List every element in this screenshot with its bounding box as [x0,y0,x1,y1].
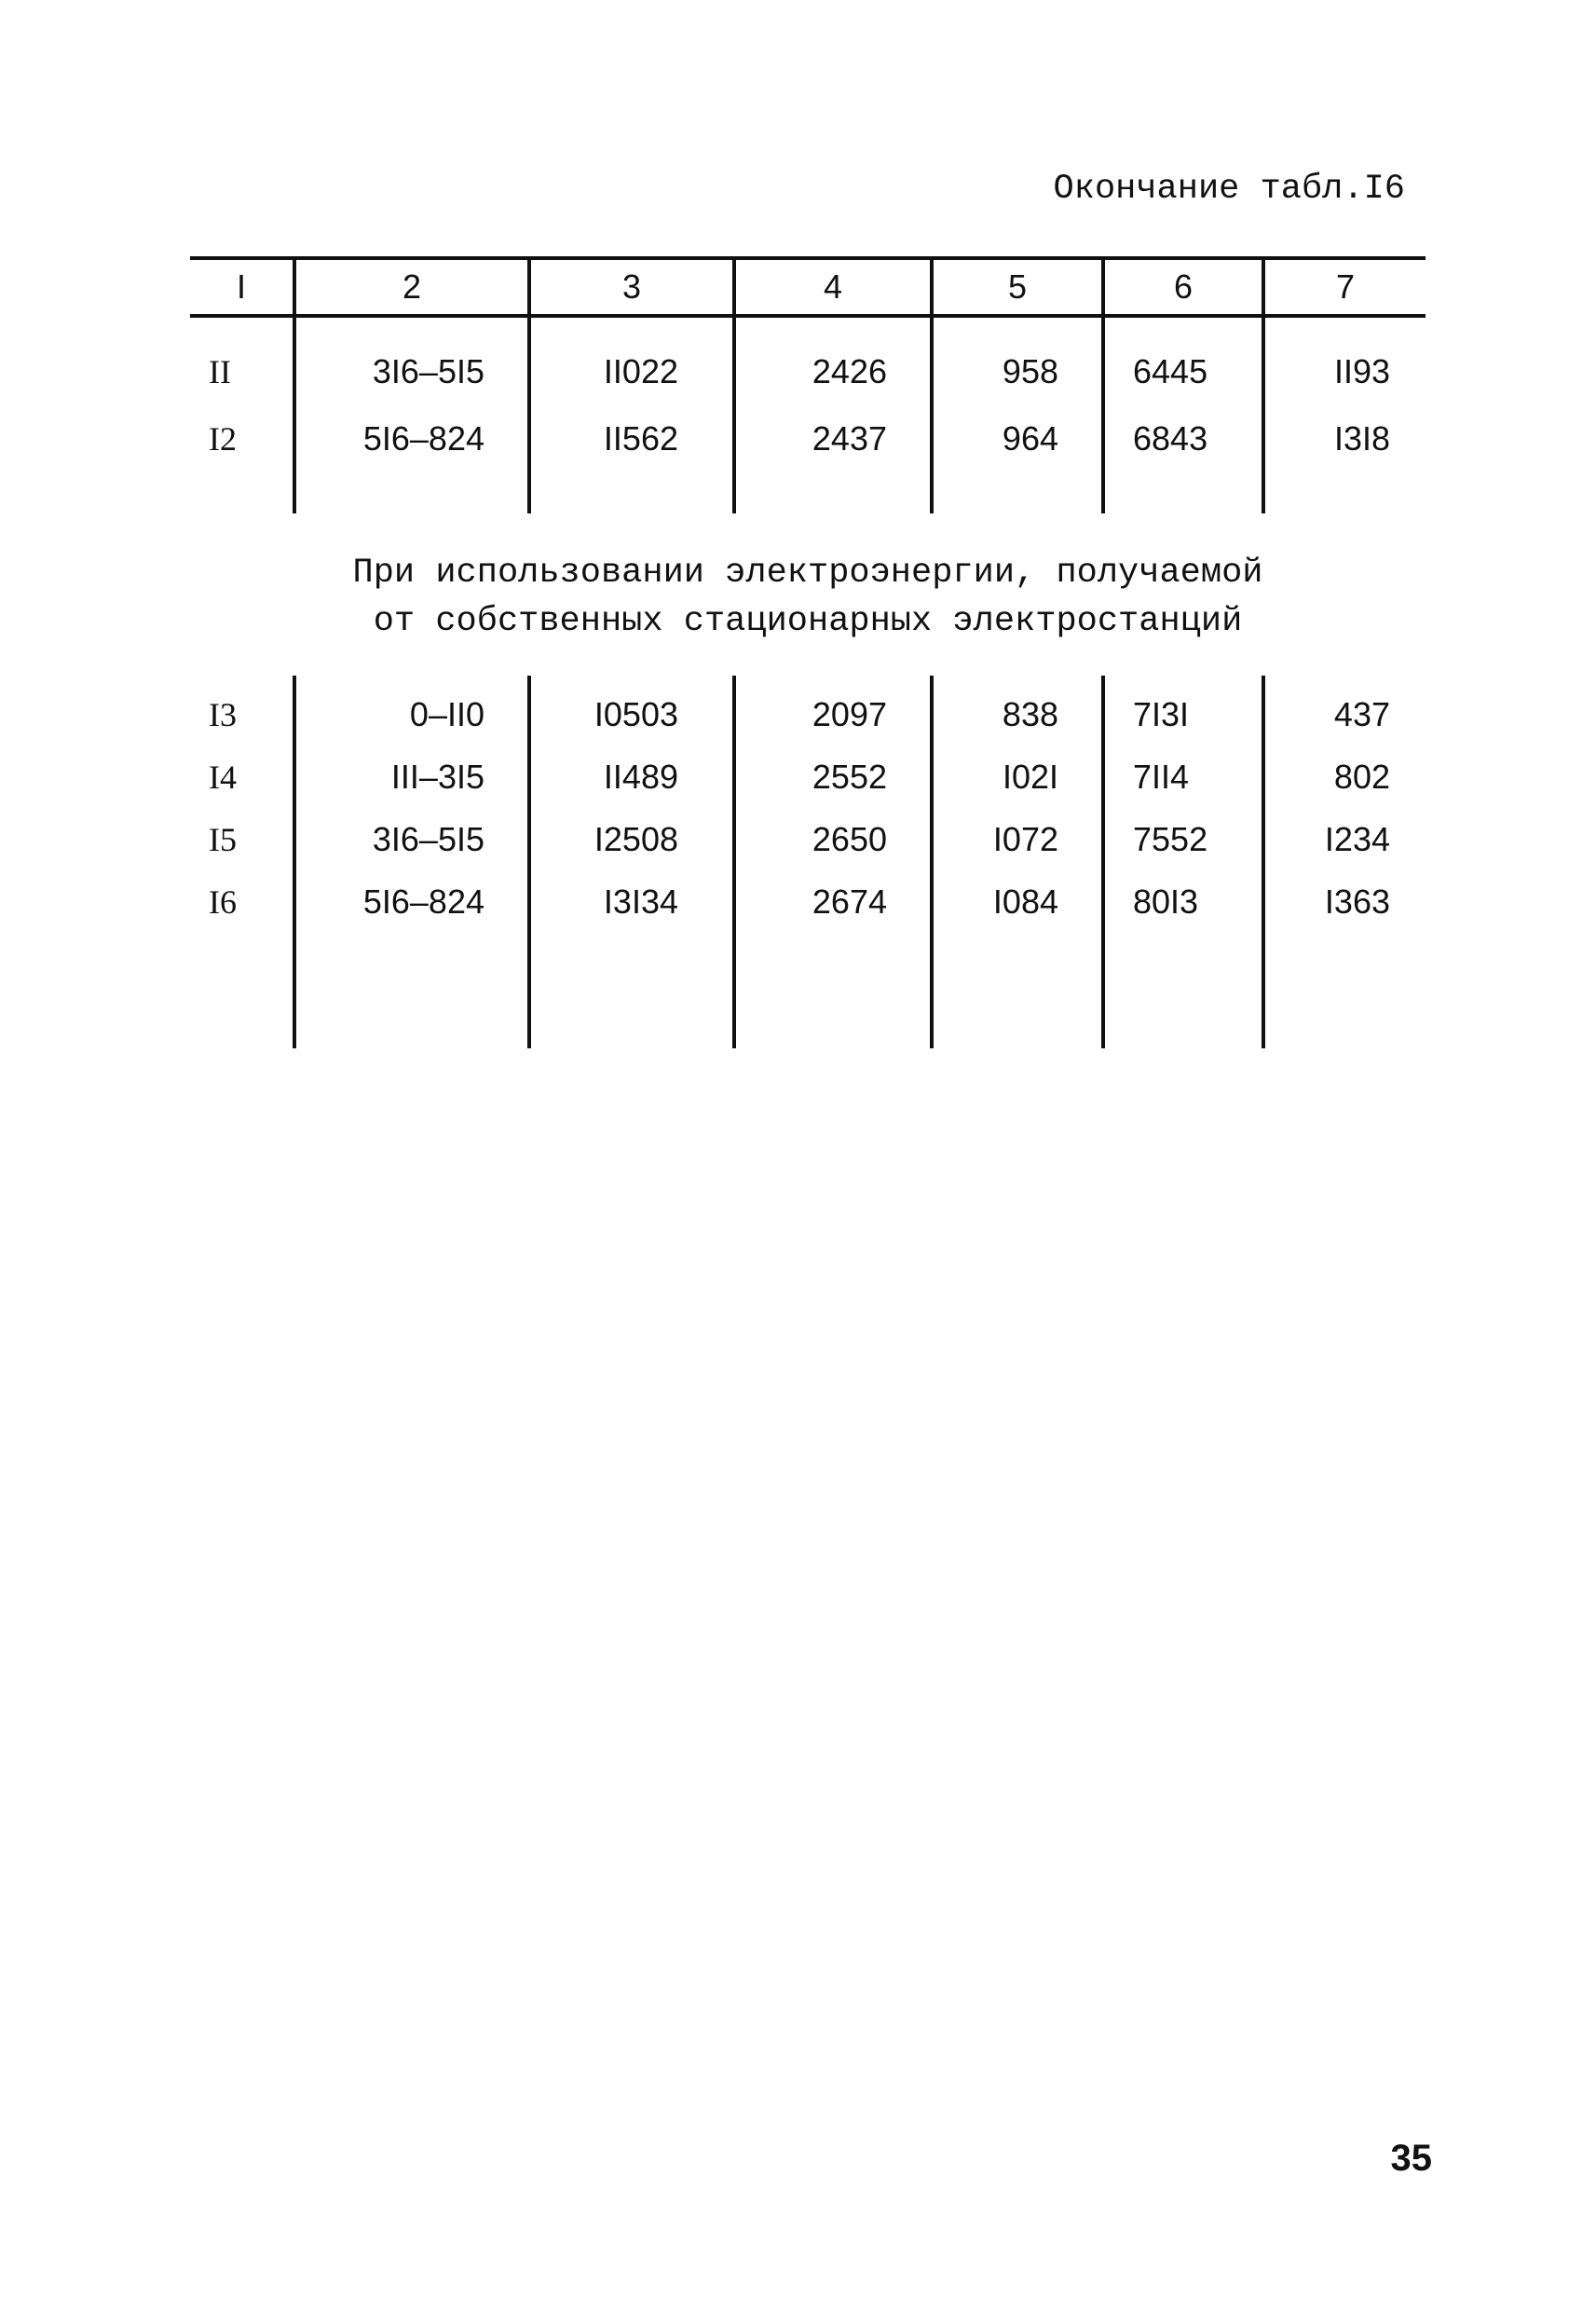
table-cell: 3І6–5І5 [294,316,529,405]
table-row [190,405,1425,472]
row-number: І3 [209,695,237,733]
header-row [190,258,1425,316]
table-cell: 6843 [1103,405,1263,472]
table-cell: І3І34 [529,870,734,933]
table-cell: 80І3 [1103,870,1263,933]
table-cell: І084 [932,870,1103,933]
row-number: І2 [209,420,237,458]
section-heading [190,513,1425,676]
table-cell: 2437 [734,405,932,472]
table-row [190,745,1425,808]
table-row [190,316,1425,405]
table-cell: ІІ562 [529,405,734,472]
table-cell: 0–ІІ0 [294,676,529,745]
header-col-1: І [190,258,294,316]
tail-cell [734,933,932,1048]
table-cell: І02І [932,745,1103,808]
table-cell: І0503 [529,676,734,745]
table-cell: 2097 [734,676,932,745]
table-cell: 838 [932,676,1103,745]
table-cell: ІІІ–3І5 [294,745,529,808]
table-cell: І363 [1263,870,1425,933]
table-cell: І072 [932,808,1103,870]
table-cell: 7552 [1103,808,1263,870]
table-body-bottom [190,676,1425,1048]
tail-cell [1103,933,1263,1048]
page-number: 35 [1390,2138,1432,2179]
table-cell: 6445 [1103,316,1263,405]
row-number: І5 [209,820,237,858]
spacer-cell [734,472,932,513]
row-number: І6 [209,882,237,921]
table-cell: 7І3І [1103,676,1263,745]
row-number: ІІ [209,353,231,390]
header-col-2: 2 [294,258,529,316]
spacer-cell [294,472,529,513]
section-title-row [190,513,1425,676]
section-title [190,513,1425,676]
data-table [190,256,1425,1048]
tail-cell [932,933,1103,1048]
spacer-cell [1263,472,1425,513]
tail-cell [190,933,294,1048]
spacer-cell [190,472,294,513]
tail-cell [529,933,734,1048]
table-cell: 2552 [734,745,932,808]
tail-cell [294,933,529,1048]
table-cell: 958 [932,316,1103,405]
table-row [190,870,1425,933]
spacer-cell [529,472,734,513]
table-cell: 964 [932,405,1103,472]
section-title-line-2: от собственных стационарных электростанций [373,602,1243,641]
table-cell: І234 [1263,808,1425,870]
spacer-cell [932,472,1103,513]
table-row [190,676,1425,745]
table-cell: 3І6–5І5 [294,808,529,870]
table-cell: 7ІІ4 [1103,745,1263,808]
table-row [190,808,1425,870]
spacer-cell [1103,472,1263,513]
table-cell: І3І8 [1263,405,1425,472]
table-cell: 2650 [734,808,932,870]
table-cell: 2674 [734,870,932,933]
data-table-container [190,256,1425,1048]
table-header [190,258,1425,316]
table-cell: 802 [1263,745,1425,808]
tail-cell [1263,933,1425,1048]
section-title-line-1: При использовании электроэнергии, получаемой [352,554,1263,593]
table-cell: ІІ93 [1263,316,1425,405]
table-cell: 5І6–824 [294,405,529,472]
table-body-top [190,316,1425,513]
table-cell: ІІ489 [529,745,734,808]
table-cell: ІІ022 [529,316,734,405]
header-col-5: 5 [932,258,1103,316]
row-number: І4 [209,758,237,796]
header-col-3: 3 [529,258,734,316]
table-row-tail [190,933,1425,1048]
header-col-6: 6 [1103,258,1263,316]
table-row-spacer [190,472,1425,513]
table-cell: 5І6–824 [294,870,529,933]
table-cell: 437 [1263,676,1425,745]
table-cell: 2426 [734,316,932,405]
table-cell: І2508 [529,808,734,870]
header-col-7: 7 [1263,258,1425,316]
header-col-4: 4 [734,258,932,316]
table-caption: Окончание табл.І6 [1053,170,1405,209]
